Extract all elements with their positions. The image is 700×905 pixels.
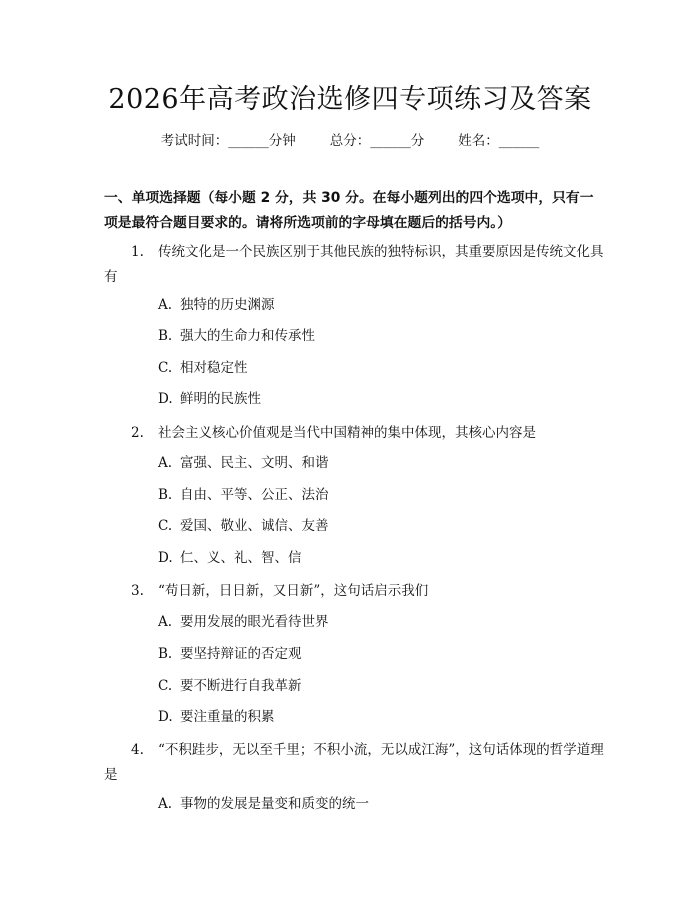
option-letter: D. — [158, 391, 173, 407]
question-2-option-c — [158, 515, 598, 537]
question-4 — [104, 738, 604, 788]
option-text: 要用发展的眼光看待世界 — [180, 614, 329, 630]
option-text: 事物的发展是量变和质变的统一 — [180, 796, 369, 812]
option-letter: A. — [158, 796, 173, 812]
question-text: “苟日新，日日新，又日新”，这句话启示我们 — [158, 583, 429, 599]
question-1-option-a — [158, 294, 598, 316]
option-text: 强大的生命力和传承性 — [180, 328, 315, 344]
question-3-option-a — [158, 611, 598, 633]
total-score-field: 总分：______分 — [329, 133, 425, 149]
question-1-option-d — [158, 388, 598, 410]
question-text: 社会主义核心价值观是当代中国精神的集中体现，其核心内容是 — [158, 425, 536, 441]
option-text: 爱国、敬业、诚信、友善 — [180, 518, 329, 534]
question-4-option-a — [158, 793, 598, 815]
option-text: 要注重量的积累 — [180, 709, 275, 725]
option-text: 要坚持辩证的否定观 — [180, 646, 302, 662]
option-letter: C. — [158, 360, 173, 376]
option-letter: B. — [158, 487, 173, 503]
question-2-option-b — [158, 484, 598, 506]
option-letter: B. — [158, 646, 173, 662]
question-number: 4. — [131, 742, 144, 758]
option-letter: C. — [158, 518, 173, 534]
option-text: 独特的历史渊源 — [180, 297, 275, 313]
question-2-option-a — [158, 452, 598, 474]
option-text: 富强、民主、文明、和谐 — [180, 455, 329, 471]
option-letter: D. — [158, 550, 173, 566]
section-heading: 一、单项选择题（每小题 2 分，共 30 分。在每小题列出的四个选项中，只有一项是最符合题目要求的。请将所选项前的字母填在题后的括号内。） — [104, 190, 594, 231]
exam-meta-line — [0, 130, 700, 152]
question-2-option-d — [158, 547, 598, 569]
exam-time-field: 考试时间：______分钟 — [160, 133, 296, 149]
option-text: 相对稳定性 — [180, 360, 248, 376]
option-text: 要不断进行自我革新 — [180, 678, 302, 694]
question-3-option-b — [158, 643, 598, 665]
question-number: 3. — [131, 583, 144, 599]
question-3 — [104, 579, 604, 604]
question-1-option-c — [158, 357, 598, 379]
question-text: 传统文化是一个民族区别于其他民族的独特标识，其重要原因是传统文化具有 — [104, 244, 604, 285]
option-text: 仁、义、礼、智、信 — [180, 550, 302, 566]
question-1 — [104, 240, 604, 290]
option-letter: A. — [158, 297, 173, 313]
question-number: 2. — [131, 425, 144, 441]
option-letter: B. — [158, 328, 173, 344]
question-1-option-b — [158, 325, 598, 347]
option-text: 鲜明的民族性 — [180, 391, 261, 407]
question-text: “不积跬步，无以至千里；不积小流，无以成江海”，这句话体现的哲学道理是 — [104, 742, 604, 783]
option-letter: A. — [158, 455, 173, 471]
option-letter: A. — [158, 614, 173, 630]
option-text: 自由、平等、公正、法治 — [180, 487, 329, 503]
question-3-option-d — [158, 706, 598, 728]
question-3-option-c — [158, 675, 598, 697]
student-name-field: 姓名：______ — [458, 133, 540, 149]
question-number: 1. — [131, 244, 144, 260]
document-title: 2026年高考政治选修四专项练习及答案 — [108, 84, 592, 115]
option-letter: C. — [158, 678, 173, 694]
option-letter: D. — [158, 709, 173, 725]
question-2 — [104, 421, 604, 446]
